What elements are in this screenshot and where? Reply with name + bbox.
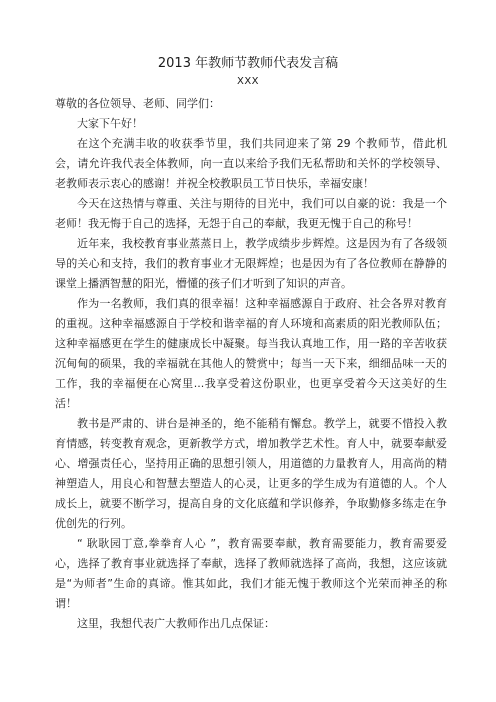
paragraph-dedication: “ 耿耿园丁意,拳拳育人心 ”，教育需要奉献，教育需要能力，教育需要爱心，选择了教育事业就选择了奉献，选择了教师就选择了高尚，我想，这应该就是“为师者”生命的真谛。惟其如此，我们才能无愧于教师这个光荣而神圣的称谓！	[55, 537, 447, 610]
paragraph-teaching: 教书是严肃的、讲台是神圣的，绝不能稍有懈怠。教学上，就要不惜投入教育情感，转变教育观念，更新教学方式，增加教学艺术性。育人中，就要奉献爱心、增强责任心，坚持用正确的思想引领人，用道德的力量教育人，用高尚的精神塑造人，用良心和智慧去塑造人的心灵，让更多的学生成为有道德的人。个人成长上，就要不断学习，提高自身的文化底蕴和学识修养，争取勤修多练走在争优创先的行列。	[55, 417, 447, 530]
paragraph-greeting: 大家下午好！	[77, 117, 143, 130]
document-title: 2013 年教师节教师代表发言稿	[157, 56, 339, 71]
paragraph-achievements: 近年来，我校教育事业蒸蒸日上，教学成绩步步辉煌。这是因为有了各级领导的关心和支持，我们的教育事业才无限辉煌；也是因为有了各位教师在静静的课堂上播洒智慧的阳光，懵懂的孩子们才听到了知识的声音。	[55, 237, 447, 290]
author-name: XXX	[236, 76, 260, 87]
paragraph-pledge-intro: 这里，我想代表广大教师作出几点保证：	[77, 617, 275, 630]
salutation: 尊敬的各位领导、老师、同学们：	[55, 97, 220, 110]
paragraph-pride: 今天在这热情与尊重、关注与期待的目光中，我们可以自豪的说：我是一个老师！我无悔于自己的选择，无怨于自己的奉献，我更无愧于自己的称号！	[55, 197, 447, 230]
paragraph-happiness: 作为一名教师，我们真的很幸福！这种幸福感源自于政府、社会各界对教育的重视。这种幸福感源自于学校和谐幸福的育人环境和高素质的阳光教师队伍；这种幸福感更在学生的健康成长中凝聚。每当我认真地工作，用一路的辛苦收获沉甸甸的硕果，我的幸福就在其他人的赞赏中；每当一天下来，细细品味一天的工作，我的幸福便在心窝里...我享受着这份职业，也更享受着今天这美好的生活！	[55, 297, 447, 410]
document-body	[55, 94, 447, 634]
paragraph-thanks: 在这个充满丰收的收获季节里，我们共同迎来了第 29 个教师节，借此机会，请允许我代表全体教师，向一直以来给予我们无私帮助和关怀的学校领导、老教师表示衷心的感谢！并祝全校教职员工节日快乐，幸福安康！	[55, 137, 447, 190]
